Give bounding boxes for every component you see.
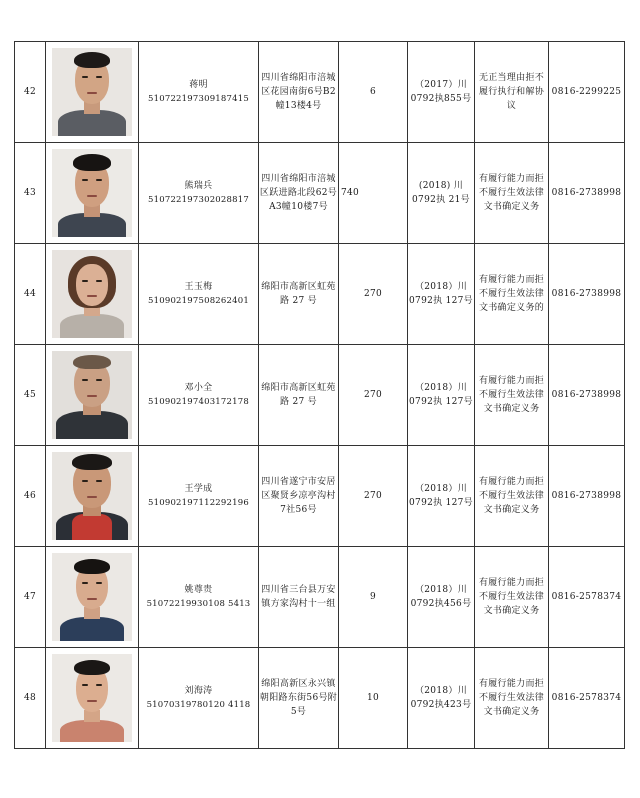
name-id-cell bbox=[139, 446, 259, 547]
reason-cell: 有履行能力而拒不履行生效法律文书确定义务 bbox=[475, 446, 549, 547]
amount-cell: 740 bbox=[339, 143, 408, 244]
defaulter-table bbox=[14, 41, 625, 749]
case-number-cell: （2018）川0792执 127号 bbox=[408, 244, 475, 345]
address-cell: 四川省绵阳市涪城区花园南街6号B2幢13楼4号 bbox=[259, 42, 339, 143]
row-number: 43 bbox=[15, 143, 46, 244]
name-id-cell bbox=[139, 42, 259, 143]
person-name: 王学成 bbox=[184, 484, 213, 494]
case-number-cell: （2018）川0792执 127号 bbox=[408, 446, 475, 547]
name-id-cell bbox=[139, 143, 259, 244]
table-row bbox=[15, 42, 625, 143]
person-name: 姚尊贵 bbox=[184, 585, 213, 595]
reason-cell: 无正当理由拒不履行执行和解协议 bbox=[475, 42, 549, 143]
person-photo bbox=[52, 351, 132, 439]
name-id-cell bbox=[139, 345, 259, 446]
address-cell: 四川省三台县万安镇方家沟村十一组 bbox=[259, 547, 339, 648]
person-photo bbox=[52, 553, 132, 641]
person-name: 邓小全 bbox=[184, 383, 213, 393]
row-number: 47 bbox=[15, 547, 46, 648]
row-number: 48 bbox=[15, 648, 46, 749]
amount-cell: 9 bbox=[339, 547, 408, 648]
table-row bbox=[15, 446, 625, 547]
photo-cell bbox=[46, 547, 139, 648]
id-number: 51072219930108 5413 bbox=[146, 599, 251, 609]
table-row bbox=[15, 143, 625, 244]
amount-cell: 6 bbox=[339, 42, 408, 143]
row-number: 45 bbox=[15, 345, 46, 446]
reason-cell: 有履行能力而拒不履行生效法律文书确定义务 bbox=[475, 143, 549, 244]
person-photo bbox=[52, 48, 132, 136]
phone-cell: 0816-2578374 bbox=[549, 648, 625, 749]
phone-cell: 0816-2738998 bbox=[549, 446, 625, 547]
person-name: 蒋明 bbox=[189, 80, 208, 90]
person-name: 刘海涛 bbox=[184, 686, 213, 696]
photo-cell bbox=[46, 345, 139, 446]
address-cell: 绵阳高新区永兴镇朝阳路东街56号附5号 bbox=[259, 648, 339, 749]
person-photo bbox=[52, 149, 132, 237]
photo-cell bbox=[46, 648, 139, 749]
id-number: 510902197508262401 bbox=[148, 296, 249, 306]
person-photo bbox=[52, 250, 132, 338]
row-number: 42 bbox=[15, 42, 46, 143]
person-photo bbox=[52, 654, 132, 742]
photo-cell bbox=[46, 143, 139, 244]
id-number: 510722197309187415 bbox=[148, 94, 249, 104]
reason-cell: 有履行能力而拒不履行生效法律文书确定义务 bbox=[475, 345, 549, 446]
reason-cell: 有履行能力而拒不履行生效法律文书确定义务的 bbox=[475, 244, 549, 345]
table-row bbox=[15, 244, 625, 345]
case-number-cell: (2018) 川0792执 21号 bbox=[408, 143, 475, 244]
case-number-cell: （2017）川0792执855号 bbox=[408, 42, 475, 143]
amount-cell: 270 bbox=[339, 345, 408, 446]
id-number: 51070319780120 4118 bbox=[146, 700, 251, 710]
case-number-cell: （2018）川0792执 127号 bbox=[408, 345, 475, 446]
name-id-cell bbox=[139, 648, 259, 749]
id-number: 510902197403172178 bbox=[148, 397, 249, 407]
address-cell: 绵阳市高新区虹苑路 27 号 bbox=[259, 244, 339, 345]
reason-cell: 有履行能力而拒不履行生效法律文书确定义务 bbox=[475, 547, 549, 648]
phone-cell: 0816-2299225 bbox=[549, 42, 625, 143]
case-number-cell: （2018）川0792执456号 bbox=[408, 547, 475, 648]
id-number: 510722197302028817 bbox=[148, 195, 249, 205]
person-name: 熊瑞兵 bbox=[184, 181, 213, 191]
reason-cell: 有履行能力而拒不履行生效法律文书确定义务 bbox=[475, 648, 549, 749]
table-row bbox=[15, 547, 625, 648]
phone-cell: 0816-2738998 bbox=[549, 143, 625, 244]
name-id-cell bbox=[139, 244, 259, 345]
person-photo bbox=[52, 452, 132, 540]
address-cell: 四川省绵阳市涪城区跃进路北段62号A3幢10楼7号 bbox=[259, 143, 339, 244]
row-number: 46 bbox=[15, 446, 46, 547]
photo-cell bbox=[46, 244, 139, 345]
table-row bbox=[15, 345, 625, 446]
defaulter-list-sheet bbox=[14, 41, 624, 749]
table-row bbox=[15, 648, 625, 749]
photo-cell bbox=[46, 446, 139, 547]
row-number: 44 bbox=[15, 244, 46, 345]
amount-cell: 10 bbox=[339, 648, 408, 749]
amount-cell: 270 bbox=[339, 446, 408, 547]
address-cell: 四川省遂宁市安居区聚贤乡凉亭沟村7社56号 bbox=[259, 446, 339, 547]
case-number-cell: （2018）川0792执423号 bbox=[408, 648, 475, 749]
id-number: 510902197112292196 bbox=[148, 498, 249, 508]
phone-cell: 0816-2578374 bbox=[549, 547, 625, 648]
name-id-cell bbox=[139, 547, 259, 648]
amount-cell: 270 bbox=[339, 244, 408, 345]
photo-cell bbox=[46, 42, 139, 143]
phone-cell: 0816-2738998 bbox=[549, 345, 625, 446]
person-name: 王玉梅 bbox=[184, 282, 213, 292]
phone-cell: 0816-2738998 bbox=[549, 244, 625, 345]
address-cell: 绵阳市高新区虹苑路 27 号 bbox=[259, 345, 339, 446]
